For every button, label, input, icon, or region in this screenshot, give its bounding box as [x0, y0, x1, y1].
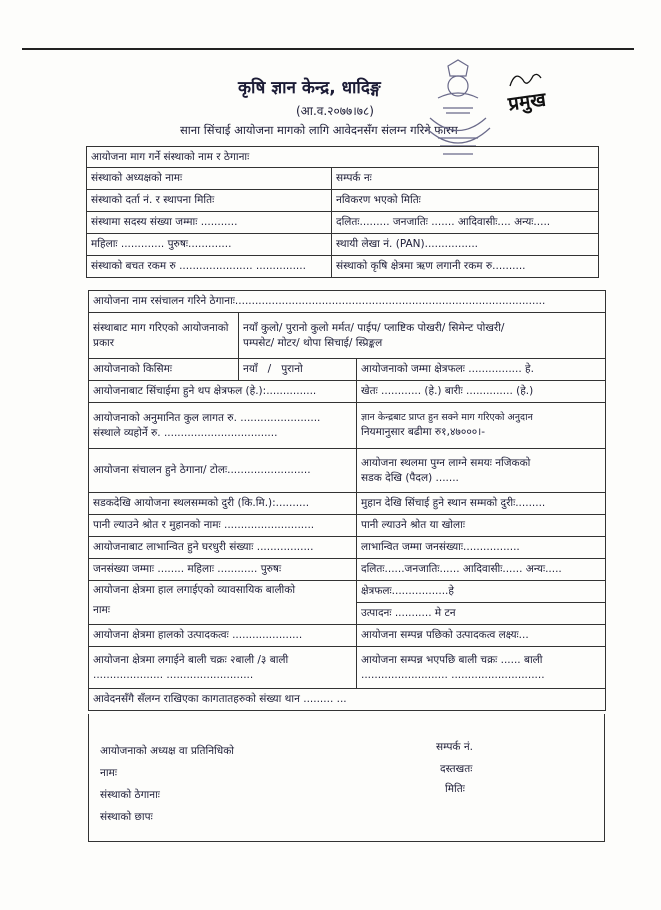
agri-loan-cell[interactable]: संस्थाको कृषि क्षेत्रमा ऋण लगानी रकम रु..........	[332, 256, 599, 278]
total-area-cell[interactable]: आयोजनाको जम्मा क्षेत्रफलः ................ हे.	[357, 359, 606, 381]
handwritten-note: प्रमुख	[506, 88, 548, 116]
fiscal-year: (आ.व.२०७७।७८)	[296, 104, 374, 118]
reach-line-1: आयोजना स्थलमा पुग्न लाग्ने समयः नजिकको	[361, 457, 531, 470]
after-crop-line-2: .......................... ............................	[361, 668, 545, 681]
org-contribution-line: संस्थाले व्यहोर्ने रु. ..................................	[93, 426, 278, 439]
gender-count-cell[interactable]: महिलाः ............. पुरुषः.............	[87, 234, 332, 256]
attachments-cell[interactable]: आवेदनसँगै सँलग्न राखिएका कागतातहरुको संख्या थान ......... ...	[89, 689, 606, 711]
project-info-table	[88, 290, 606, 711]
commercial-crop-cell[interactable]	[89, 581, 357, 625]
renewal-date-cell[interactable]: नविकरण भएको मितिः	[332, 190, 599, 212]
grant-line-2: नियमानुसार बढीमा रु१,४७०००।-	[361, 425, 486, 438]
field-bari-cell[interactable]: खेतः ............ (हे.) बारीः .............. (हे.)	[357, 381, 606, 403]
source-type-cell[interactable]: पानी ल्याउने श्रोत या खोलाः	[357, 515, 606, 537]
reach-time-cell[interactable]	[357, 449, 606, 493]
project-kind-options[interactable]	[239, 359, 357, 381]
kind-new[interactable]: नयाँ	[243, 363, 258, 376]
project-type-options[interactable]	[239, 313, 606, 359]
grant-cell	[357, 403, 606, 449]
kind-separator: /	[267, 363, 272, 376]
chairperson-name-cell[interactable]: संस्थाको अध्यक्षको नामः	[87, 168, 332, 190]
type-options-line-1: नयाँ कुलो/ पुरानो कुलो मर्मत/ पाईप/ प्लाष्टिक पोखरी/ सिमेन्ट पोखरी/	[243, 322, 505, 335]
type-options-line-2: पम्पसेट/ मोटर/ थोपा सिचाई/ स्प्रिङ्कल	[243, 336, 383, 349]
beneficiary-households-cell[interactable]: आयोजनाबाट लाभान्वित हुने घरधुरी संख्याः .................	[89, 537, 357, 559]
estimated-cost-cell[interactable]	[89, 403, 357, 449]
source-name-cell[interactable]: पानी ल्याउने श्रोत र मुहानको नामः ...........................	[89, 515, 357, 537]
after-crop-line-1: आयोजना सम्पन्न भएपछि बाली चक्रः ...... बाली	[361, 654, 543, 667]
form-title: कृषि ज्ञान केन्द्र, धादिङ्ग	[238, 78, 381, 98]
crop-cycle-cell[interactable]	[89, 647, 357, 689]
current-productivity-cell[interactable]: आयोजना क्षेत्रमा हालको उत्पादकत्वः .....................	[89, 625, 357, 647]
operation-location-cell[interactable]: आयोजना संचालन हुने ठेगाना/ टोलः.........................	[89, 449, 357, 493]
date-label[interactable]: मितिः	[445, 783, 465, 795]
signature-label[interactable]: दस्तखतः	[440, 763, 473, 775]
production-cell[interactable]: उत्पादनः ........... मे टन	[357, 603, 606, 625]
contact-label[interactable]: सम्पर्क नं.	[436, 741, 473, 753]
after-crop-cycle-cell[interactable]	[357, 647, 606, 689]
project-kind-label: आयोजनाको किसिमः	[89, 359, 239, 381]
beneficiary-population-cell[interactable]: लाभान्वित जम्मा जनसंख्याः.................	[357, 537, 606, 559]
population-caste-cell[interactable]: दलितः......जनजातिः...... आदिवासीः...... अन्यः.....	[357, 559, 606, 581]
crop-area-cell[interactable]: क्षेत्रफलः.................हे	[357, 581, 606, 603]
project-location-cell[interactable]: आयोजना नाम रसंचालन गरिने ठेगानाः.............................................................................................	[89, 291, 606, 313]
road-distance-cell[interactable]: सडकदेखि आयोजना स्थलसम्मको दुरी (कि.मि.):..........	[89, 493, 357, 515]
project-type-label: संस्थाबाट माग गरिएको आयोजनाको प्रकार	[89, 313, 239, 359]
kind-old[interactable]: पुरानो	[281, 363, 303, 376]
applicant-footer	[88, 714, 605, 842]
reach-line-2: सडक देखि (पैदल) .......	[361, 471, 459, 484]
total-cost-line: आयोजनाको अनुमानित कुल लागत रु. ........................	[93, 412, 321, 425]
name-label[interactable]: नामः	[100, 767, 117, 779]
grant-line-1: ज्ञान केन्द्रबाट प्राप्त हुन सक्ने माग गरिएको अनुदान	[361, 412, 533, 423]
member-caste-cell[interactable]: दलितः......... जनजातिः ....... आदिवासीः.... अन्यः.....	[332, 212, 599, 234]
address-label[interactable]: संस्थाको ठेगानाः	[100, 789, 160, 801]
target-productivity-cell[interactable]: आयोजना सम्पन्न पछिको उत्पादकत्व लक्ष्यः...	[357, 625, 606, 647]
top-rule	[22, 48, 634, 50]
savings-amount-cell[interactable]: संस्थाको बचत रकम रु ...................... ...............	[87, 256, 332, 278]
organization-info-table	[86, 146, 599, 278]
pan-number-cell[interactable]: स्थायी लेखा नं. (PAN)................	[332, 234, 599, 256]
registration-cell[interactable]: संस्थाको दर्ता नं. र स्थापना मितिः	[87, 190, 332, 212]
member-count-cell[interactable]: संस्थामा सदस्य संख्या जम्माः ...........	[87, 212, 332, 234]
head-distance-cell[interactable]: मुहान देखि सिंचाई हुने स्थान सम्मको दुरीः.........	[357, 493, 606, 515]
representative-label: आयोजनाको अध्यक्ष वा प्रतिनिधिको	[100, 745, 235, 757]
contact-number-cell[interactable]: सम्पर्क नः	[332, 168, 599, 190]
crop-cycle-line-2: ..................... ..........................	[93, 668, 254, 681]
added-area-cell[interactable]: आयोजनाबाट सिंचाईमा हुने थप क्षेत्रफल (हे.):...............	[89, 381, 357, 403]
project-org-name-cell[interactable]: आयोजना माग गर्ने संस्थाको नाम र ठेगानाः	[87, 147, 599, 168]
crop-cycle-line-1: आयोजना क्षेत्रमा लगाईने बाली चक्रः २बाली /३ बाली	[93, 654, 289, 667]
seal-label[interactable]: संस्थाको छापः	[100, 811, 153, 823]
crop-line-1: आयोजना क्षेत्रमा हाल लगाईएको व्यावसायिक बालीको	[93, 584, 296, 596]
crop-line-2: नामः	[93, 604, 110, 617]
population-cell[interactable]: जनसंख्या जम्माः ........ महिलाः ............ पुरुषः	[89, 559, 357, 581]
form-subtitle: साना सिंचाई आयोजना मागको लागि आवेदनसँग संलग्न गरिने फारम	[180, 123, 458, 137]
